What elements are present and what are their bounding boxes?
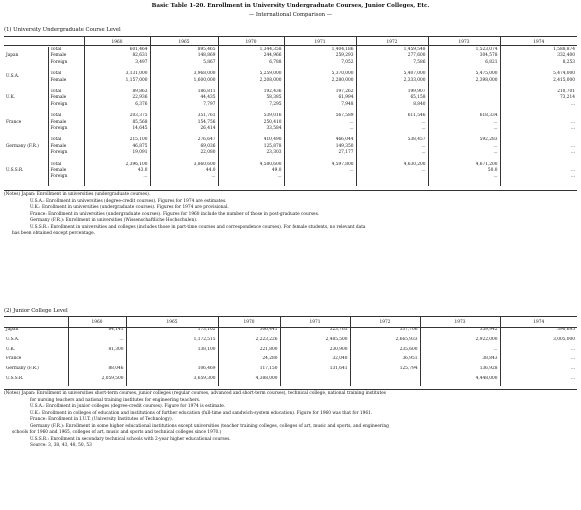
value: 7,295 xyxy=(269,101,282,107)
value: ... xyxy=(570,143,575,149)
value: 1,404,186 xyxy=(331,47,354,52)
table-row xyxy=(4,89,577,113)
value: 2,415,000 xyxy=(553,77,575,83)
country-name: Germany (F.R.) xyxy=(6,143,39,149)
value: 125,878 xyxy=(263,143,282,149)
value: 6,821 xyxy=(485,59,498,65)
value-cell xyxy=(218,113,284,137)
value-cell xyxy=(84,162,150,186)
table-row xyxy=(4,337,577,347)
value-cell xyxy=(500,137,577,161)
category-label: Foreign xyxy=(50,101,68,107)
value: 61,994 xyxy=(338,95,354,101)
table-row xyxy=(4,162,577,186)
value-cell xyxy=(150,71,218,89)
category-label: Female xyxy=(50,53,67,59)
value: 5,474,000 xyxy=(553,71,575,77)
value: 5,259,000 xyxy=(259,71,282,77)
value: ... xyxy=(349,167,354,173)
value: 618,334 xyxy=(479,113,498,119)
table-row xyxy=(4,113,577,137)
note-line: U.K.: Enrollment in universities (undergraduate courses). Figures for 1974 are provisional. xyxy=(30,205,229,210)
table-2-header-row xyxy=(4,317,577,327)
country-name: France xyxy=(6,119,22,125)
value: 5,407,000 xyxy=(403,71,426,77)
value-cell xyxy=(84,113,150,137)
note-line: for nursing teachers and national training institutes for engineering teachers. xyxy=(30,397,201,403)
value-cell: 390,695 xyxy=(500,327,577,337)
value: 22,080 xyxy=(200,150,216,156)
note-line: Source: 3, 38, 43, 48, 50, 53 xyxy=(30,443,92,448)
year-header: 1971 xyxy=(280,317,350,327)
value-cell xyxy=(218,162,284,186)
value: 601,464 xyxy=(129,47,148,52)
value-cell: 2,665,933 xyxy=(350,337,420,347)
value-cell xyxy=(84,47,150,71)
country-cell: U.S.S.R. xyxy=(6,375,24,381)
value: ... xyxy=(570,125,575,131)
notes-1 xyxy=(4,192,577,238)
value: ... xyxy=(277,174,282,180)
note-line: (Notes) Japan: Enrollment in universities (undergraduate courses). xyxy=(4,192,151,197)
value: 26,414 xyxy=(200,125,216,131)
value-cell xyxy=(356,89,428,113)
value-cell: 2,922,000 xyxy=(420,337,500,347)
table-row xyxy=(4,137,577,161)
value xyxy=(359,174,426,180)
year-header: 1960 xyxy=(68,317,126,327)
value: 6,376 xyxy=(135,101,148,107)
value-cell: 221,800 xyxy=(218,347,280,357)
value-cell: ... xyxy=(500,356,577,366)
value: ... xyxy=(143,174,148,180)
value: ... xyxy=(570,101,575,107)
value-cell xyxy=(218,71,284,89)
value-cell: 32,040 xyxy=(280,356,350,366)
value-cell xyxy=(284,162,356,186)
value-cell xyxy=(284,71,356,89)
category-cell xyxy=(48,47,84,71)
value-cell: 4,388,000 xyxy=(218,376,280,386)
year-header: 1970 xyxy=(218,317,280,327)
table-2-bottom-rule xyxy=(4,389,577,390)
country-cell: U.S.A. xyxy=(6,336,20,342)
value: 149,350 xyxy=(335,143,354,149)
year-header: 1972 xyxy=(350,317,420,327)
category-label: Female xyxy=(50,95,67,101)
year-header: 1972 xyxy=(356,37,428,47)
value-cell: 117,150 xyxy=(218,366,280,376)
category-label: Foreign xyxy=(50,150,68,156)
note-line: U.S.S.R.: Enrollment in secondary technical schools with 2-year higher educational courses. xyxy=(30,436,231,442)
category-label: Total xyxy=(50,71,62,77)
value-cell: 3,659,300 xyxy=(126,376,218,386)
note-line: France: Enrollment in universities (undergraduate courses). Figures for 1960 include the number of those in post-graduate courses. xyxy=(30,211,320,217)
value: 567,589 xyxy=(335,113,354,119)
value-cell xyxy=(356,71,428,89)
category-label: Foreign xyxy=(50,125,68,131)
value: 49.0 xyxy=(271,167,282,173)
value: 5,370,000 xyxy=(331,71,354,77)
value-cell xyxy=(428,162,500,186)
note-line: has been obtained except percentage. xyxy=(12,231,96,236)
value-cell xyxy=(500,89,577,113)
value: ... xyxy=(493,125,498,131)
value: ... xyxy=(349,119,354,125)
value-cell: 235,600 xyxy=(350,347,420,357)
value: 7,797 xyxy=(203,101,216,107)
country-name: U.K. xyxy=(6,95,16,101)
year-header: 1960 xyxy=(84,37,150,47)
value: 2,208,000 xyxy=(259,77,282,83)
value-cell: 131,641 xyxy=(280,366,350,376)
value: ... xyxy=(570,167,575,173)
table-2-header-rule xyxy=(4,327,577,328)
value: 154,756 xyxy=(197,119,216,125)
value-cell: 2,059,500 xyxy=(68,376,126,386)
value-cell: ... xyxy=(500,347,577,357)
category-label: Female xyxy=(50,119,67,125)
country-cell: Japan xyxy=(6,327,19,332)
value: 351,761 xyxy=(197,113,216,119)
category-label: Total xyxy=(50,88,62,94)
value: 199,907 xyxy=(407,88,426,94)
value: ... xyxy=(493,119,498,125)
value-cell: 84,141 xyxy=(68,327,126,337)
value: 4,630,200 xyxy=(403,161,426,167)
country-cell: Germany (F.R.) xyxy=(6,366,39,372)
value-cell xyxy=(356,47,428,71)
value: 250,410 xyxy=(263,119,282,125)
value: 611,546 xyxy=(407,113,426,119)
value: 244,966 xyxy=(263,53,282,59)
value: 592,283 xyxy=(479,137,498,143)
value-cell: 125,794 xyxy=(350,366,420,376)
value: 215,100 xyxy=(129,137,148,143)
category-cell xyxy=(48,71,84,89)
country-cell xyxy=(4,137,48,161)
value-cell xyxy=(500,71,577,89)
value-cell xyxy=(428,137,500,161)
value: ... xyxy=(570,119,575,125)
section-2-heading: (2) Junior College Level xyxy=(4,308,68,314)
value-cell xyxy=(280,376,350,386)
country-name: U.S.S.R. xyxy=(6,167,24,173)
value-cell xyxy=(428,71,500,89)
country-cell xyxy=(4,113,48,137)
value-cell: ... xyxy=(68,337,126,347)
value: 5,475,000 xyxy=(475,71,498,77)
year-header: 1973 xyxy=(420,317,500,327)
category-label: Foreign xyxy=(50,59,68,65)
value: 1,600,000 xyxy=(193,77,216,83)
value-cell: 36,951 xyxy=(350,356,420,366)
note-line: (Notes) Japan: Enrollment in universities short-term courses, junior colleges (regular courses, advanced and short-term courses), technical college, national training institutes xyxy=(4,391,386,396)
category-label: Foreign xyxy=(50,174,68,180)
value: 276,647 xyxy=(197,137,216,143)
value: ... xyxy=(211,174,216,180)
value: 539,016 xyxy=(263,113,282,119)
value-cell xyxy=(284,47,356,71)
value-cell: 138,100 xyxy=(126,347,218,357)
value-cell: 323,763 xyxy=(280,327,350,337)
value: 2,333,000 xyxy=(403,77,426,83)
category-label: Total xyxy=(50,161,62,167)
country-cell: U.K. xyxy=(6,346,16,352)
value: 14,645 xyxy=(132,125,148,131)
value-cell xyxy=(150,47,218,71)
value xyxy=(431,102,498,108)
value-cell: 81,300 xyxy=(68,347,126,357)
note-line: France: Enrollment in I.U.T. (University Institutes of Technology). xyxy=(30,417,174,422)
category-cell xyxy=(48,137,84,161)
value-cell: 306,441 xyxy=(218,327,280,337)
note-line: U.K.: Enrollment in colleges of education and institutions of further education (full-time and sandwich-system education). Figure for 1960 was that for 1961. xyxy=(30,410,373,416)
university-enrollment-table xyxy=(4,37,577,186)
value: ... xyxy=(493,174,498,180)
table-subtitle: — International Comparison — xyxy=(248,12,333,18)
year-header: 1974 xyxy=(500,317,577,327)
category-label: Total xyxy=(50,137,62,143)
value-cell: 230,900 xyxy=(280,347,350,357)
value: 85,568 xyxy=(132,119,148,125)
value-cell xyxy=(218,137,284,161)
value: 2,396,100 xyxy=(125,161,148,167)
value: 1,588,874 xyxy=(553,47,575,52)
value-cell xyxy=(84,137,150,161)
year-header: 1974 xyxy=(500,37,577,47)
table-1-bottom-rule xyxy=(4,190,577,191)
value: 89,863 xyxy=(132,88,148,94)
value: 3,860,600 xyxy=(193,161,216,167)
value-cell xyxy=(284,89,356,113)
value-cell xyxy=(284,113,356,137)
value: ... xyxy=(421,167,426,173)
year-header: 1965 xyxy=(150,37,218,47)
value: ... xyxy=(493,143,498,149)
value: 50.0 xyxy=(487,167,498,173)
table-row xyxy=(4,347,577,357)
country-cell xyxy=(4,71,48,89)
value: ... xyxy=(570,174,575,180)
value: 65,158 xyxy=(410,95,426,101)
value: 7,052 xyxy=(341,59,354,65)
note-line: U.S.S.R.: Enrollment in universities and colleges (includes those in part-time courses and correspondence courses). For female students, no relevant data xyxy=(30,224,366,230)
value-cell xyxy=(500,47,577,71)
category-label: Female xyxy=(50,143,67,149)
table-title: Basic Table 1-20. Enrollment in University Undergraduate Courses, Junior Colleges, Etc. xyxy=(151,3,430,9)
value: 7,948 xyxy=(341,101,354,107)
value: 203,375 xyxy=(129,113,148,119)
value: 33,584 xyxy=(266,125,282,131)
value: 1,344,358 xyxy=(259,47,282,52)
section-1-heading: (1) University Undergraduate Course Level xyxy=(4,27,121,33)
value: 1,523,074 xyxy=(475,47,498,52)
year-header: 1971 xyxy=(284,37,356,47)
value: 7,586 xyxy=(413,59,426,65)
note-line: U.S.A.: Enrollment in universities (degree-credit courses). Figures for 1974 are estimates. xyxy=(30,198,227,204)
value-cell xyxy=(68,356,126,366)
value-cell xyxy=(150,113,218,137)
country-cell xyxy=(4,89,48,113)
value-cell: ... xyxy=(500,366,577,376)
value-cell: 2,223,226 xyxy=(218,337,280,347)
value: 192,436 xyxy=(263,88,282,94)
value: ... xyxy=(421,150,426,156)
value-cell: 136,928 xyxy=(420,366,500,376)
value: 2,280,000 xyxy=(331,77,354,83)
value-cell: 88,046 xyxy=(68,366,126,376)
value-cell: 337,706 xyxy=(350,327,420,337)
note-line: Germany (F.R.): Enrollment in universities (Wissenschaftliche Hochschulen). xyxy=(30,218,198,223)
value: 148,869 xyxy=(197,53,216,59)
value: 8,253 xyxy=(562,59,575,65)
value: 27,177 xyxy=(338,150,354,156)
value: 277,600 xyxy=(407,53,426,59)
table-row xyxy=(4,366,577,376)
value-cell: 24,280 xyxy=(218,356,280,366)
value: 1,157,000 xyxy=(125,77,148,83)
table-row xyxy=(4,71,577,89)
value: 43.0 xyxy=(137,167,148,173)
value xyxy=(287,174,354,180)
value: 259,293 xyxy=(335,53,354,59)
year-header: 1965 xyxy=(126,317,218,327)
value-cell xyxy=(500,162,577,186)
year-header: 1973 xyxy=(428,37,500,47)
category-label: Total xyxy=(50,113,62,119)
value: 5,867 xyxy=(203,59,216,65)
country-cell xyxy=(4,162,48,186)
value-cell xyxy=(284,137,356,161)
value-cell: 1,172,515 xyxy=(126,337,218,347)
category-label: Female xyxy=(50,77,67,83)
country-name: Japan xyxy=(6,53,19,59)
value: 332,400 xyxy=(557,53,575,59)
value-cell: 4,448,000 xyxy=(420,376,500,386)
value-cell: 106,469 xyxy=(126,366,218,376)
category-cell xyxy=(48,113,84,137)
year-header: 1970 xyxy=(218,37,284,47)
value: 2,398,000 xyxy=(475,77,498,83)
value-cell: 173,102 xyxy=(126,327,218,337)
country-cell xyxy=(4,47,48,71)
table-row xyxy=(4,376,577,386)
value-cell xyxy=(350,376,420,386)
value: 19,091 xyxy=(132,150,148,156)
category-label: Total xyxy=(50,47,62,52)
category-label: Female xyxy=(50,167,67,173)
value: 44.0 xyxy=(205,167,216,173)
value: 8,840 xyxy=(413,101,426,107)
value-cell xyxy=(500,113,577,137)
value: 538,457 xyxy=(407,137,426,143)
value-cell xyxy=(84,89,150,113)
value-cell: 38,843 xyxy=(420,356,500,366)
value: 466,044 xyxy=(335,137,354,143)
note-line: Germany (F.R.): Enrollment in some higher educational institutions except universities (teacher training colleges, colleges of art, music and sports, and engineering xyxy=(30,423,389,429)
note-line: schools for 1960 and 1965, colleges of art, music and sports and technical colleges since 1970.) xyxy=(12,430,222,435)
value: 1,459,548 xyxy=(403,47,426,52)
category-cell xyxy=(48,89,84,113)
value-cell xyxy=(150,89,218,113)
table-row xyxy=(4,327,577,337)
value: ... xyxy=(349,125,354,131)
notes-2 xyxy=(4,391,577,450)
value: 22,936 xyxy=(132,95,148,101)
value-cell: ... xyxy=(500,376,577,386)
value: ... xyxy=(421,119,426,125)
value: ... xyxy=(570,150,575,156)
value-cell xyxy=(150,137,218,161)
value: 6,788 xyxy=(269,59,282,65)
value: ... xyxy=(421,125,426,131)
value: 3,497 xyxy=(135,59,148,65)
table-row xyxy=(4,356,577,366)
value-cell: 2,485,500 xyxy=(280,337,350,347)
value: 197,262 xyxy=(335,88,354,94)
value: 44,435 xyxy=(200,95,216,101)
value-cell xyxy=(356,113,428,137)
value: 210,701 xyxy=(557,88,575,94)
table-row xyxy=(4,47,577,71)
value-cell xyxy=(428,113,500,137)
value: 3,968,000 xyxy=(193,71,216,77)
value: 186,811 xyxy=(197,88,216,94)
value: 69,036 xyxy=(200,143,216,149)
value: 3,131,000 xyxy=(125,71,148,77)
value-cell: ... xyxy=(420,347,500,357)
value-cell xyxy=(218,89,284,113)
value-cell: 3,005,000 xyxy=(500,337,577,347)
value-cell: 359,942 xyxy=(420,327,500,337)
value: 73,214 xyxy=(559,95,575,101)
value: 304,578 xyxy=(479,53,498,59)
value: ... xyxy=(493,150,498,156)
value: 23,303 xyxy=(266,150,282,156)
value-cell xyxy=(126,356,218,366)
value: ... xyxy=(421,143,426,149)
value-cell xyxy=(428,47,500,71)
country-name: U.S.A. xyxy=(6,74,20,80)
value: 82,631 xyxy=(132,53,148,59)
note-line: U.S.A.: Enrollment in junior colleges (degree-credit courses). Figure for 1974 is estimate. xyxy=(30,404,226,409)
value: 895,465 xyxy=(197,47,216,52)
value: 410,490 xyxy=(263,137,282,143)
value-cell xyxy=(356,162,428,186)
value-cell xyxy=(428,89,500,113)
value: 58,385 xyxy=(266,95,282,101)
category-cell xyxy=(48,162,84,186)
value: 4,597,800 xyxy=(331,161,354,167)
country-cell: France xyxy=(6,356,22,362)
value: 4,671,200 xyxy=(475,161,498,167)
value: 4,580,600 xyxy=(259,161,282,167)
value-cell xyxy=(84,71,150,89)
value: 46,875 xyxy=(132,143,148,149)
value-cell xyxy=(218,47,284,71)
value-cell xyxy=(356,137,428,161)
value-cell xyxy=(150,162,218,186)
table-1-header-rule xyxy=(4,45,577,46)
